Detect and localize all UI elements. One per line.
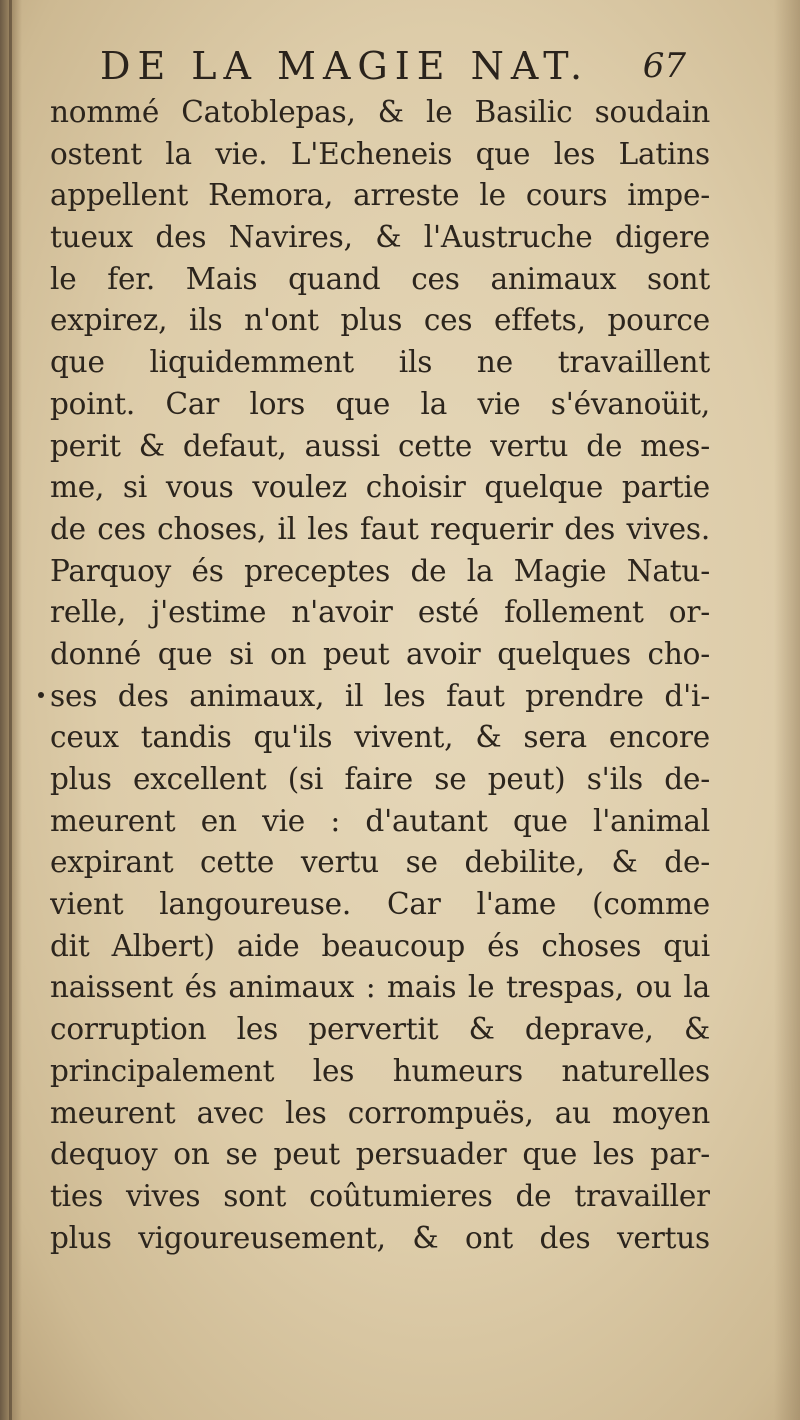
text-line: ses des animaux, il les faut prendre d'i- <box>50 678 710 713</box>
text-line: dit Albert) aide beaucoup és choses qui <box>50 928 710 963</box>
text-line: meurent avec les corrompuës, au moyen <box>50 1095 710 1130</box>
text-line: plus excellent (si faire se peut) s'ils de- <box>50 762 710 796</box>
text-line: de ces choses, il les faut requerir des vives. <box>50 511 710 546</box>
page-header <box>100 40 700 92</box>
text-line: nommé Catoblepas, & le Basilic soudain <box>50 95 710 129</box>
binding-edge-line <box>9 0 12 1420</box>
text-line: corruption les pervertit & deprave, & <box>50 1012 710 1047</box>
text-line: Parquoy és preceptes de la Magie Natu- <box>50 553 710 588</box>
text-line: point. Car lors que la vie s'évanoüit, <box>50 386 710 421</box>
text-line: expirant cette vertu se debilite, & de- <box>50 845 710 880</box>
text-line: dequoy on se peut persuader que les par- <box>50 1137 710 1172</box>
text-line: tueux des Navires, & l'Austruche digere <box>50 220 710 255</box>
body-text <box>50 92 710 1259</box>
text-line: que liquidemment ils ne travaillent <box>50 345 710 380</box>
text-line: relle, j'estime n'avoir esté follement or- <box>50 595 710 630</box>
text-line: perit & defaut, aussi cette vertu de mes- <box>50 428 710 463</box>
text-line: ceux tandis qu'ils vivent, & sera encore <box>50 720 710 755</box>
text-line: appellent Remora, arreste le cours impe- <box>50 178 710 213</box>
text-line: naissent és animaux : mais le trespas, ou la <box>50 970 710 1005</box>
text-line: principalement les humeurs naturelles <box>50 1053 710 1088</box>
page-edge-shadow <box>774 0 800 1420</box>
ink-speck <box>38 692 44 698</box>
text-line: expirez, ils n'ont plus ces effets, pource <box>50 303 710 338</box>
running-head: DE LA MAGIE NAT. <box>100 44 590 88</box>
text-line: plus vigoureusement, & ont des vertus <box>50 1220 710 1255</box>
text-line: me, si vous voulez choisir quelque partie <box>50 470 710 505</box>
text-line: meurent en vie : d'autant que l'animal <box>50 803 710 838</box>
text-line: vient langoureuse. Car l'ame (comme <box>50 887 710 922</box>
text-line: ties vives sont coûtumieres de travailler <box>50 1178 710 1213</box>
page-number: 67 <box>642 46 686 86</box>
text-line: le fer. Mais quand ces animaux sont <box>50 261 710 296</box>
text-line: donné que si on peut avoir quelques cho- <box>50 636 710 671</box>
text-line: ostent la vie. L'Echeneis que les Latins <box>50 136 710 171</box>
